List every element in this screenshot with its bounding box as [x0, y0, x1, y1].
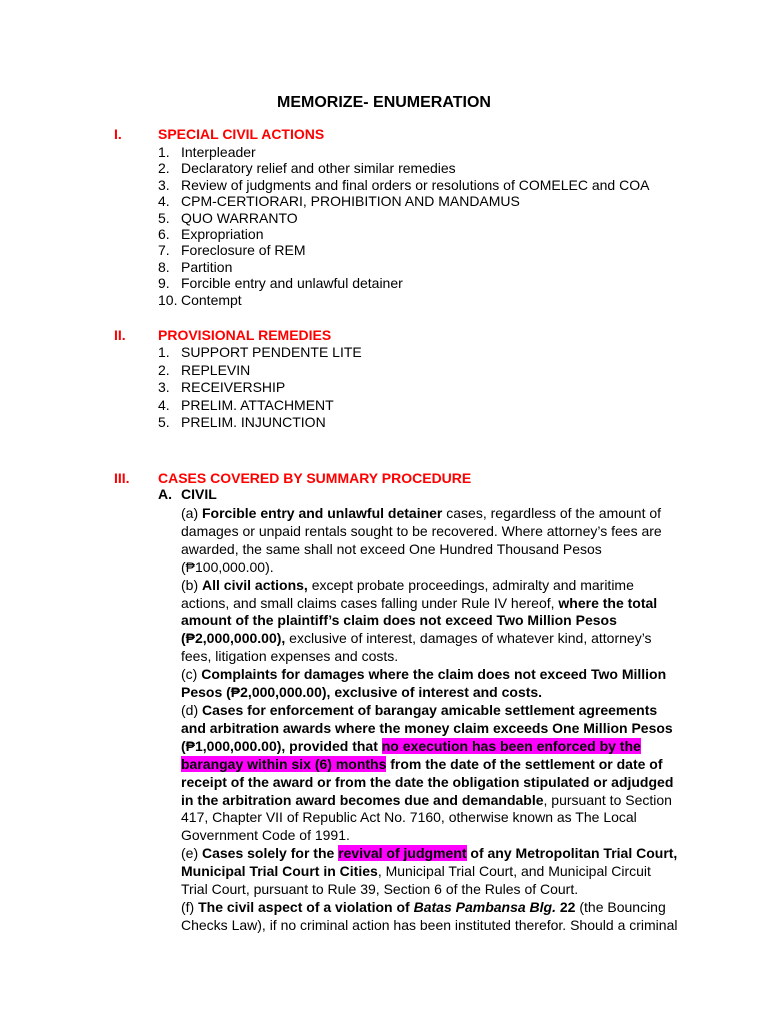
- item-text: RECEIVERSHIP: [181, 379, 286, 396]
- text-run: All civil actions,: [202, 576, 308, 593]
- list-item: [158, 397, 362, 415]
- list-item: [158, 292, 649, 308]
- text-run: (a): [181, 505, 202, 521]
- list-item: [158, 344, 362, 362]
- text-run: , Municipal Trial Court, and Municipal Circuit Trial Court, pursuant to Rule 39, Section 6 of the Rules of Court.: [181, 863, 651, 898]
- item-number: 9.: [158, 275, 170, 292]
- item-text: Contempt: [181, 291, 242, 308]
- section-numeral: I.: [114, 126, 122, 142]
- text-run: Cases for enforcement of barangay amicable settlement agreements and arbitration awards where the money claim exceeds One Million Pesos (₱1,000,000.00), provided that: [181, 701, 673, 754]
- page-title: MEMORIZE- ENUMERATION: [277, 94, 491, 111]
- list-item: [158, 210, 649, 226]
- item-text: SUPPORT PENDENTE LITE: [181, 344, 362, 360]
- section-heading-2: [0, 327, 768, 345]
- item-text: Expropriation: [181, 226, 264, 243]
- section-heading-1: [0, 126, 768, 144]
- item-number: 8.: [158, 258, 170, 275]
- item-text: Partition: [181, 258, 233, 275]
- text-run: The civil aspect of a violation of: [198, 898, 414, 915]
- text-run: Batas Pambansa Blg.: [413, 898, 556, 915]
- item-number: 4.: [158, 396, 170, 413]
- list-item: [158, 160, 649, 176]
- text-run: (the Bouncing Checks Law), if no criminal action has been instituted therefor. Should a criminal: [181, 898, 678, 933]
- item-number: 6.: [158, 226, 170, 243]
- text-run: exclusive of interest, damages of whatever kind, attorney’s fees, litigation expenses and costs.: [181, 630, 652, 665]
- item-number: 4.: [158, 193, 170, 210]
- provisional-remedies-list: [158, 344, 362, 432]
- item-text: Forcible entry and unlawful detainer: [181, 275, 403, 292]
- list-item: [158, 144, 649, 160]
- item-number: 1.: [158, 144, 170, 160]
- text-run: 22: [556, 898, 576, 915]
- text-run: cases, regardless of the amount of damages or unpaid rentals sought to be recovered. Where attorney’s fees are awarded, the same shall not exceed One Hundred Thousand Pesos (₱100,000.00).: [181, 505, 662, 575]
- civil-case-paragraph: [181, 577, 681, 667]
- civil-case-paragraph: [181, 666, 681, 702]
- subsection-title: CIVIL: [181, 486, 217, 502]
- list-item: [158, 275, 649, 291]
- item-number: 2.: [158, 361, 170, 378]
- section-title: PROVISIONAL REMEDIES: [158, 327, 332, 343]
- civil-case-paragraph: [181, 702, 681, 845]
- item-text: Foreclosure of REM: [181, 242, 306, 259]
- list-item: [158, 242, 649, 258]
- item-text: Review of judgments and final orders or resolutions of COMELEC and COA: [181, 176, 650, 193]
- civil-case-paragraph: [181, 845, 681, 899]
- item-number: 2.: [158, 160, 170, 177]
- subsection-letter: A.: [158, 486, 172, 502]
- text-run: (d): [181, 701, 202, 718]
- special-civil-actions-list: [158, 144, 649, 308]
- item-text: PRELIM. INJUNCTION: [181, 414, 326, 431]
- item-text: PRELIM. ATTACHMENT: [181, 396, 334, 413]
- item-number: 5.: [158, 209, 170, 226]
- list-item: [158, 193, 649, 209]
- item-text: Declaratory relief and other similar remedies: [181, 160, 456, 177]
- text-run: (f): [181, 898, 199, 915]
- text-run: (e): [181, 845, 202, 862]
- text-run: Complaints for damages where the claim does not exceed Two Million Pesos (₱2,000,000.00), exclusive of interest and costs.: [181, 666, 667, 701]
- list-item: [158, 226, 649, 242]
- section-title: SPECIAL CIVIL ACTIONS: [158, 126, 325, 142]
- text-run: where the total amount of the plaintiff’s claim does not exceed Two Million Pesos (₱2,000,000.00),: [181, 594, 658, 647]
- item-number: 5.: [158, 414, 170, 431]
- civil-case-paragraph: [181, 505, 681, 577]
- item-number: 3.: [158, 176, 170, 193]
- highlighted-text: no execution has been enforced by the barangay within six (6) months: [181, 737, 641, 772]
- section-title: CASES COVERED BY SUMMARY PROCEDURE: [158, 470, 472, 486]
- text-run: from the date of the settlement or date of receipt of the award or from the date the obligation stipulated or adjudged in the arbitration award becomes due and demandable: [181, 755, 674, 808]
- list-item: [158, 414, 362, 432]
- highlighted-text: revival of judgment: [338, 845, 467, 862]
- list-item: [158, 379, 362, 397]
- civil-cases-paragraphs: [181, 505, 681, 935]
- text-run: Forcible entry and unlawful detainer: [202, 505, 443, 521]
- subsection-heading-civil: [158, 486, 217, 502]
- text-run: (c): [181, 666, 202, 683]
- text-run: (b): [181, 576, 202, 593]
- section-numeral: II.: [114, 327, 126, 343]
- text-run: except probate proceedings, admiralty and maritime actions, and small claims cases falling under Rule IV hereof,: [181, 576, 634, 611]
- civil-case-paragraph: [181, 899, 681, 935]
- item-number: 10.: [158, 291, 178, 308]
- text-run: Cases solely for the: [202, 845, 339, 862]
- item-text: REPLEVIN: [181, 361, 251, 378]
- section-numeral: III.: [114, 470, 130, 486]
- item-number: 7.: [158, 242, 170, 259]
- text-run: , pursuant to Section 417, Chapter VII of Republic Act No. 7160, otherwise known as The Local Government Code of 1991.: [181, 791, 672, 844]
- list-item: [158, 259, 649, 275]
- list-item: [158, 362, 362, 380]
- item-text: QUO WARRANTO: [181, 209, 298, 226]
- item-number: 1.: [158, 344, 170, 360]
- text-run: of any Metropolitan Trial Court, Municipal Trial Court in Cities: [181, 845, 678, 880]
- list-item: [158, 177, 649, 193]
- item-number: 3.: [158, 379, 170, 396]
- item-text: CPM-CERTIORARI, PROHIBITION AND MANDAMUS: [181, 193, 520, 210]
- item-text: Interpleader: [181, 144, 256, 160]
- section-heading-3: [0, 470, 768, 488]
